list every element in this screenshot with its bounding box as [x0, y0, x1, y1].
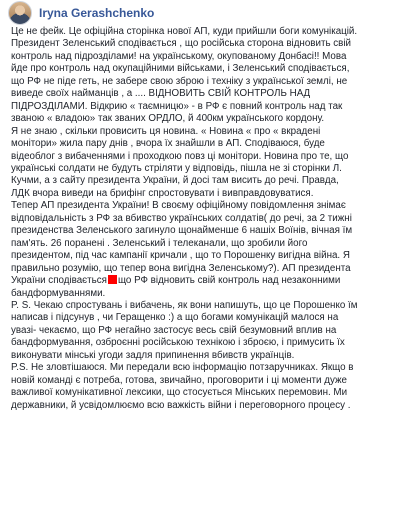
text-line: відеоблог з вибаченнями і проходкою повз ці монітори. Новина про те, що: [11, 150, 349, 162]
text-line: що РФ не піде геть, не забере свою зброю і техніку з української землі, не: [11, 75, 348, 87]
text-line: увазі- чекаємо, що РФ негайно застосує весь свій безумовний вплив на: [11, 324, 337, 336]
text-line: Президент Зеленський сподівається , що російська сторона відновить свій: [11, 38, 352, 50]
text-line: монітори» жила пару днів , вчора їх знайшли в АП. Сподіваюся, буде: [11, 138, 325, 150]
text-line: ПІДРОЗДІЛАМИ. Відкрию « таємницю» - в РФ є повний контроль над так: [11, 100, 343, 112]
text-line: контроль над підрозділами! на українському, окупованому Донбасі!! Мова: [11, 50, 347, 62]
author-avatar[interactable]: [8, 1, 32, 25]
text-line: Це не фейк. Це офіційна сторінка нової АП, куди прийшли боги комунікацій.: [11, 26, 358, 37]
text-line: Я не знаю , скільки провисить ця новина. « Новина « про « вкрадені: [11, 125, 321, 137]
text-line: йде про контроль над окупаційними військами, і Зеленський сподівається,: [11, 63, 350, 75]
paragraph-3: [11, 200, 399, 300]
text-line: бандформуваннями.: [11, 287, 106, 299]
author-name-link[interactable]: Iryna Gerashchenko: [39, 6, 155, 20]
post-text: [0, 26, 409, 412]
text-fragment: України сподівається: [11, 275, 107, 287]
text-line: званою « владою» так званих ОРДЛО, й 400км українського кордону.: [11, 113, 325, 125]
text-line: написав і підсунув , чи Геращенко :) а що богами комунікацій малося на: [11, 312, 339, 324]
text-line: правильно розумію, що тепер вона вигідна Зеленському?). АП президента: [11, 262, 351, 274]
red-square-emoji-icon: [108, 275, 117, 284]
text-line: новій команді є потреба, готова, звичайно, проговорити і ці моменти дуже: [11, 374, 347, 386]
text-line: відповідальність з РФ за вбивство українських солдатів( до речі, за 2 тижні: [11, 212, 352, 224]
text-line: Кучми, а з сайту президента України, й досі там висить до речі. Правда,: [11, 175, 339, 187]
text-line: виведе своїх найманців , а .... ВІДНОВИТЬ СВІЙ КОНТРОЛЬ НАД: [11, 88, 311, 100]
text-line-with-emoji: [11, 275, 399, 287]
text-line: виконувати мінські угоди задля припинення вбивств українців.: [11, 349, 295, 361]
paragraph-1: [11, 26, 399, 126]
text-line: українські солдати не будуть стріляти у відповідь, пішла не зі сторінки Л.: [11, 162, 342, 174]
text-line: P. S. Чекаю спростувань і вибачень, як вони напишуть, що це Порошенко їм: [11, 299, 358, 311]
paragraph-2: [11, 126, 399, 201]
text-line: Тепер АП президента України! В своєму офіційному повідомлення знімає: [11, 200, 346, 212]
text-fragment: що РФ відновить свій контроль над незаконними: [117, 275, 341, 287]
text-line: президентом, під час кампанії кричали , що то Порошенку вигідна війна. Я: [11, 250, 350, 262]
text-line: президенства Зеленського загинуло щонайменше 6 нашіх Воїнів, вічная їм: [11, 225, 353, 237]
text-line: важливої комунікативної лексики, що стосується Мінських перемовин. Ми: [11, 387, 348, 399]
post-header: [0, 0, 409, 26]
paragraph-5: [11, 362, 399, 412]
text-line: ЛДК вчора виведи на брифінг спростовувати і вивправдовуватися.: [11, 187, 314, 199]
paragraph-4: [11, 300, 399, 362]
text-line: P.S. Не зловтішаюся. Ми передали всю інформацію потзаручниках. Якщо в: [11, 362, 354, 374]
text-line: пам'ять. 26 поранені . Зеленський і телеканали, що зробили його: [11, 237, 308, 249]
text-line: державники, й усвідомлюємо всю важкість війни і переговорного процесу .: [11, 399, 351, 411]
text-line: бандформування, озброєнні російською технікою і зброєю, і примусить їх: [11, 337, 345, 349]
